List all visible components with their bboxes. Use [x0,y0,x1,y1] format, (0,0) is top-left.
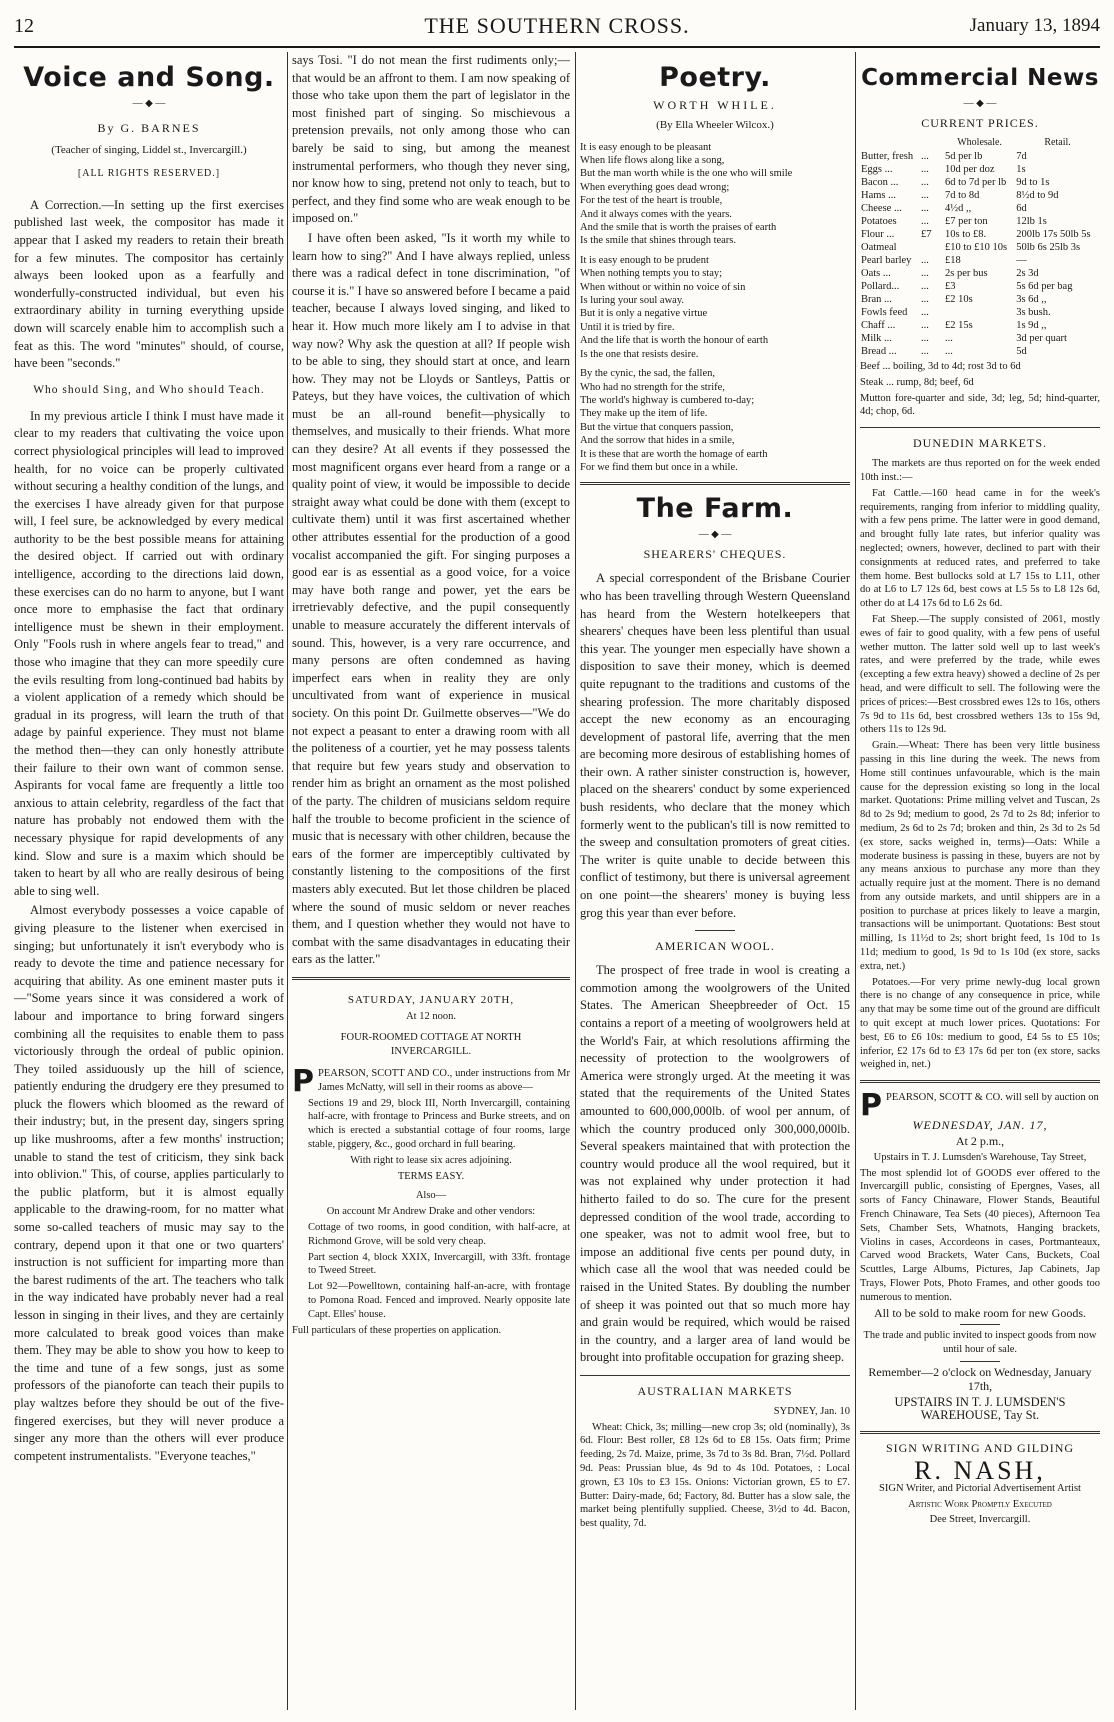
masthead [14,6,1100,48]
article-paragraph: says Tosi. "I do not mean the first rudiments only;—that would be an affront to them. I am now speaking of those who take upon them the part of legislator in the most finished part of singing. So mischievous a pretension prevails, not only among those who can barely be said to sing, but among the meanest instrumental performers, who though they never sing, nor know how to sing, pretend not only to teach, but to perfect, and they find some who are weak enough to be imposed on." [292,53,570,226]
sale-particulars: Full particulars of these properties on application. [292,1324,502,1336]
sale-date: SATURDAY, JANUARY 20TH, [347,993,515,1006]
author-affiliation: (Teacher of singing, Liddel st., Invercargill.) [51,143,247,156]
header-dots [920,135,944,150]
table-row [860,332,1100,345]
price-retail: 3s bush. [1016,307,1051,318]
cottage-sale-ad [292,994,570,1338]
dunedin-report [860,457,1100,1072]
table-row [860,319,1100,332]
price-retail: — [1016,255,1027,266]
table-row [860,176,1100,189]
price-retail: 8½d to 9d [1016,190,1059,201]
poetry-heading: Poetry. [659,62,771,93]
price-retail: 1s [1016,164,1026,175]
poem-line: And it always comes with the years. [580,208,732,220]
table-row [860,306,1100,319]
auction-upstairs: UPSTAIRS IN T. J. LUMSDEN'S WAREHOUSE, Tay St. [894,1394,1066,1423]
section-divider [580,482,850,485]
voice-and-song-heading: Voice and Song. [23,62,275,93]
section-divider [860,1080,1100,1083]
poem-line: But the man worth while is the one who will smile [580,168,793,180]
poem-line: And the sorrow that hides in a smile, [580,435,735,447]
poem-line: For the test of the heart is trouble, [580,195,723,207]
american-wool-heading: AMERICAN WOOL. [655,939,775,954]
table-row [860,150,1100,163]
sale-headline: FOUR-ROOMED COTTAGE AT NORTH INVERCARGILL. [340,1032,522,1058]
auction-remember: Remember—2 o'clock on Wednesday, January 17th, [868,1365,1092,1393]
dateline: SYDNEY, Jan. 10 [773,1405,850,1417]
price-dots: ... [921,203,929,214]
poem-line: But the virtue that conquers passion, [580,421,734,433]
short-rule [960,1361,1000,1362]
poem-line: When everything goes dead wrong; [580,181,730,193]
poem-stanza [580,367,850,474]
auction-ad [860,1088,1100,1423]
table-row [860,254,1100,267]
prices-table [860,135,1100,358]
sale-lot92: Lot 92—Powelltown, containing half-an-acre, with frontage to Pomona Road. Fenced and improved. Nearly opposite late Capt. Elles' house. [308,1281,570,1320]
price-wholesale: ... [945,333,953,344]
price-wholesale: £2 15s [945,320,973,331]
poem-line: Is the smile that shines through tears. [580,235,737,247]
price-dots: ... [921,177,929,188]
section-divider [580,1375,850,1376]
table-row [860,280,1100,293]
section-divider [292,977,570,980]
price-item: Oats ... [861,268,891,279]
price-wholesale: £18 [945,255,961,266]
price-retail: 5s 6d per bag [1016,281,1073,292]
price-item: Potatoes [861,216,897,227]
newspaper-title: THE SOUTHERN CROSS. [424,13,690,38]
price-wholesale: 10d per doz [945,164,995,175]
table-row [860,189,1100,202]
short-rule [695,930,735,931]
poem-line: Is luring your soul away. [580,295,685,307]
header-wholesale: Wholesale. [957,137,1002,148]
price-wholesale [944,306,1015,319]
potatoes-paragraph: Potatoes.—For very prime newly-dug local grown there is no change of any consequence in price, while any that may be some time out of the ground are difficult to quit except at much lower prices. Quotations: For best, £6 to £6 10s: medium to good, £4 5s to £5 10s; inferior, £2 17s 6d to £3 17s 6d per ton (ex store, sacks weighed in, net.) [860,976,1100,1071]
poem-line: Is the one that resists desire. [580,348,699,360]
nash-name: R. NASH, [914,1455,1046,1485]
price-retail: 9d to 1s [1016,177,1050,188]
table-row [860,163,1100,176]
price-wholesale: 2s per bus [945,268,988,279]
nash-work: Artistic Work Promptly Executed [908,1498,1052,1510]
article-paragraph: In my previous article I think I must have made it clear to my readers that cultivating the voice upon correct physiological principles will lead to improved health, for no voice can be properly cultivated without securing a healthy condition of the lungs, and the exercises I have already given for that purpose will, I feel sure, be acknowledged by every medical authority to be the best possible means for attaining the desired object. If carried out with ordinary intelligence, according to the directions laid down, these exercises can do no harm to anyone, but I want once more to emphasise the fact that ordinary intelligence must be shewn in their employment. Only "Fools rush in where angels fear to tread," and those who imagine that they can more speedily cure the evils resulting from long-continued bad habits by a violent application of a remedy which should be gradual in its progress, will learn the truth of that adage by painful experience. They must not blame the method then—they can only honestly attribute their failure to their own want of common sense. Aspirants for vocal fame are frequently a little too anxious to attain celebrity, regardless of the fact that nature has probably not endowed them with the necessary physique for rapid developments of any kind. Slow and sure is a maxim which should be taken to heart by all who are really desirous of being able to sing well. [14,408,284,898]
price-item: Hams ... [861,190,896,201]
price-retail: 3s 6d ,, [1016,294,1047,305]
poem-line: By the cynic, the sad, the fallen, [580,368,715,380]
table-row [860,241,1100,254]
price-wholesale: £2 10s [945,294,973,305]
price-item: Eggs ... [861,164,893,175]
australian-markets-heading: AUSTRALIAN MARKETS [637,1383,793,1398]
mutton-price: Mutton fore-quarter and side, 3d; leg, 5d; hind-quarter, 4d; chop, 6d. [860,392,1100,418]
auction-invite: The trade and public invited to inspect goods from now until hour of sale. [863,1330,1097,1356]
sale-body-text: PEARSON, SCOTT AND CO., under instructions from Mr James McNatty, will sell in their rooms as above— [318,1068,570,1093]
sale-cottage: Cottage of two rooms, in good condition, with half-acre, at Richmond Grove, will be sold very cheap. [308,1222,570,1247]
price-dots: ... [921,268,929,279]
poem-line: When without or within no voice of sin [580,281,746,293]
price-item: Pollard... [861,281,900,292]
shearers-paragraph: A special correspondent of the Brisbane Courier who has been travelling through Western Queensland has heard from the Western hotelkeepers that shearers' cheques have been less plentiful than usual this year. The younger men especially have shown a disposition to save their money, which is deemed quite repugnant to the traditions and customs of the shearing profession. The more charitably disposed accept the new economy as an encouraging development of pastoral life, averring that the men are becoming more desirous of establishing homes of their own. A rather sinister construction is, however, placed on the shearers' conduct by some experienced bush residents, who declare that the money which formerly went to the publican's till is now remitted to the sweep and consultation promoters of great cities. The writer is quite unable to decide between this conflict of testimony, but there is universal agreement on one point—the shearers' money is buying less grog this year than ever before. [580,571,850,920]
price-dots: ... [921,255,929,266]
price-dots: ... [921,281,929,292]
price-item: Cheese ... [861,203,902,214]
price-item: Oatmeal [861,242,897,253]
meat-prices [860,360,1100,419]
column-rule [855,52,856,1710]
column-2 [292,52,570,1710]
poem-title: WORTH WHILE. [653,98,777,112]
poem-stanza [580,141,850,248]
price-item: Bread ... [861,346,897,357]
price-dots: ... [921,151,929,162]
auction-all-sold: All to be sold to make room for new Goods. [874,1305,1086,1320]
price-dots: ... [921,216,929,227]
poem-line: When life flows along like a song, [580,155,725,166]
sale-part-section: Part section 4, block XXIX, Invercargill, with 33ft. frontage to Tweed Street. [308,1251,570,1277]
steak-price: Steak ... rump, 8d; beef, 6d [860,376,974,388]
poem-author: (By Ella Wheeler Wilcox.) [656,119,774,131]
price-item: Pearl barley [861,255,912,266]
poem-line: And the life that is worth the honour of earth [580,335,769,347]
nash-line: SIGN Writer, and Pictorial Advertisement Artist [879,1482,1081,1494]
article-paragraph: Almost everybody possesses a voice capable of giving pleasure to the listener when exercised in singing; but unfortunately it isn't everybody who is ready to devote the time and patience necessary for acquiring that ability. As one eminent master puts it—"Some years since it was considered a work of labour and importance to bring forward singers combining all the requisites to enable them to pass victoriously through the ordeal of public opinion. They toiled assiduously up the hill of science, patiently enduring the drudgery ere they presumed to pluck the flowers which bloomed as the reward of their industry; but, in the present day, singers spring up like mushrooms, after a few months' instruction; unable to stand the test of criticism, they sink back into oblivion." This, of course, applies particularly to the public platform, but it is almost equally applicable to the drawing-room, for no matter what some so-called teachers of music may say to the contrary, depend upon it that one or two quarters' instruction is not sufficient for imparting more than the barest rudiments of the art. The teachers who talk in the way indicated have probably never had a real lesson in singing in their lives, and they are certainly more calculated to break good voices than make them. They may be able to show you how to keep to the time and tune of a few songs, just as some professors of the pianoforte can teach their pupils to play waltzes before they should be out of the five-fingered exercises, but they will never produce a singer any more than the others will ever produce competent instrumentalists. "Everyone teaches," [14,903,284,1463]
section-divider [860,427,1100,428]
poem-line: For we find them but once in a while. [580,461,738,473]
price-wholesale: 5d per lb [945,151,983,162]
short-rule [960,1324,1000,1325]
price-dots: £7 [921,229,932,240]
price-dots: ... [921,333,929,344]
australian-markets-report [580,1405,850,1531]
poem-line: It is easy enough to be prudent [580,254,709,266]
poem-line: It is easy enough to be pleasant [580,141,712,153]
price-wholesale: 4½d ,, [945,203,972,214]
table-row [860,215,1100,228]
price-retail: 200lb 17s 50lb 5s [1016,229,1091,240]
ornament-divider [580,529,850,541]
wool-paragraph: The prospect of free trade in wool is creating a commotion among the woolgrowers of the United States. The American Sheepbreeder of Oct. 15 contains a report of a meeting of woolgrowers held at the World's Fair, at which resolutions affirming the necessity of protection to the woolgrowers of America were strongly urged. At the meeting it was stated that the requirements of the United States amounted to 600,000,000lb. of wool per annum, of which the country produced only 300,000,000lb. Several speakers maintained that with protection the country would produce all the wool required, but it was not explained why under protection it had hitherto failed to do so. The cure for the present depressed condition of the wool trade, according to one speaker, was not to admit wool free, but to impose an additional five cents per pound duty, in which case all the wool that was needed could be raised in the United States. By doubling the number of sheep it was pointed out that so much more hay and grain would be required, which would be raised in the country, and a larger area of land would be brought into profitable occupation for grazing sheep. [580,963,850,1365]
price-dots: ... [921,294,929,305]
dunedin-markets-heading: DUNEDIN MARKETS. [913,436,1047,451]
fat-sheep-paragraph: Fat Sheep.—The supply consisted of 2061, mostly ewes of fair to good quality, with a few pens of useful wether mutton. The latter sold well up to last week's rates, and were preferred by the trade, while ewes (excepting a few extra heavy) showed a decline of 2s per head, and were difficult to sell. The following were the prices of prices:—Best crossbred ewes 12s to 16s, others 7s 9d to 11s 6d, best crossbred wethers 13s to 15s 9d, others 11s to 12s 9d. [860,613,1100,736]
sale-lease: With right to lease six acres adjoining. [350,1154,512,1166]
price-item: Chaff ... [861,320,896,331]
price-retail: 6d [1016,203,1027,214]
table-row [860,202,1100,215]
issue-date: January 13, 1894 [969,15,1100,36]
rights-notice: [ALL RIGHTS RESERVED.] [77,168,221,180]
price-item: Butter, fresh [861,151,914,162]
poem-line: When nothing tempts you to stay; [580,268,723,280]
price-dots: ... [921,307,929,318]
grain-paragraph: Grain.—Wheat: There has been very little business passing in this line during the week. The news from Home still continues unfavourable, which is the main cause for the depression existing so long in the local market. Quotations: Prime milling velvet and Tuscan, 2s 8d to 2s 9d; medium to good, 2s 7d to 2s 8d; inferior to medium, 2s 6d to 2s 7d; broken and thin, 2s 3d to 2s 5d (ex store, sacks weighed in, terms)—Oats: While a moderate business is passing in these, buyers are not by any means anxious to purchase any more than they actually require just at the moment. There is no demand from any outside markets, and until shippers are in a position to purchase at prices likely to leave a margin, transactions will be unimportant. Quotations: Best stout milling, 1s 11½d to 2s; short bright feed, 1s 10d to 1s 11d; medium to good, 1s 9d to 1s 10d (ex store, sacks extra, net.) [860,740,1100,972]
sale-terms: TERMS EASY. [397,1170,465,1182]
poem-line: They make up the item of life. [580,408,708,420]
column-4 [860,52,1100,1710]
sale-time: At 12 noon. [406,1010,456,1022]
sale-lots: Sections 19 and 29, block III, North Invercargill, containing half-acre, with frontage to Princess and Burke streets, and on which is erected a substantial cottage of four rooms, large stable, piggery, &c., good orchard in full bearing. [308,1097,570,1151]
poem-line: And the smile that is worth the praises of earth [580,222,777,234]
current-prices-heading: CURRENT PRICES. [921,116,1039,130]
sale-body [292,1064,570,1100]
auction-place: Upstairs in T. J. Lumsden's Warehouse, Tay Street, [873,1151,1087,1163]
price-retail: 3d per quart [1016,333,1067,344]
price-retail: 2s 3d [1016,268,1039,279]
beef-price: Beef ... boiling, 3d to 4d; rost 3d to 6d [860,361,1021,372]
column-rule [287,52,288,1710]
price-item: Bran ... [861,294,892,305]
article-paragraph: I have often been asked, "Is it worth my while to learn how to sing?" And I have always replied, unless there was a radical defect in tone discrimination, "of course it is." I have so answered before I became a paid teacher, because I always loved singing, and liked to hear it. How much more likely am I to advise in that way now? Why ask the question at all? If people wish to be able to sing, they should start at once, and learn how. They may not be Lloyds or Santleys, Pattis or Pateys, but they have voices, the cultivation of which must be an all-round benefit—physically to themselves, and musically to their friends. What more can they desire? At all events if they possessed the most magnificent organs ever heard from a range or a quality point of view, it would be impossible to decide straight away what could be done with them (except to cultivate them) until it was first ascertained whether other attributes essential for the production of a good vocalist accompanied the gift. For singing purposes a good ear is as essential as a good voice, for a voice may have both range and power, yet the ears be irretrievably defective, and the pupil consequently unable to measure accurately the different intervals of sound. This, however, is a very rare occurrence, and many persons are often condemned as having imperfect ears when in reality they are only uncultivated from want of experience in musical society. On this point Dr. Guilmette observes—"We do not expect a peasant to enter a drawing room with all the politeness of a courtier, yet he may possess talents that require but few years study and observation to render him as bright an ornament as the most polished of the party. The children of musicians seldom require half the trouble to become proficient in the science of music that is necessary with other children, because the ears of the former are imperceptibly cultivated by constantly listening to the compositions of the first masters ably executed. But let those children be placed where the sound of music seldom or never reaches them, and I question whether they would not have to combat with the same disadvantages in educating their ears as the latter." [292,230,570,967]
price-dots: ... [921,190,929,201]
who-should-sing-subhead: Who should Sing, and Who should Teach. [33,383,265,396]
table-row [860,345,1100,358]
auction-time: At 2 p.m., [955,1134,1005,1149]
commercial-news-heading: Commercial News [861,65,1099,91]
poem-stanza [580,254,850,361]
nash-address: Dee Street, Invercargill. [929,1514,1031,1526]
price-item: Bacon ... [861,177,899,188]
price-dots: ... [921,320,929,331]
poem-line: Until it is tried by fire. [580,321,675,333]
ornament-divider [14,98,284,110]
price-wholesale: 6d to 7d per lb [945,177,1007,188]
price-dots: ... [921,346,929,357]
column-rule [575,52,576,1710]
auction-name-text: PEARSON, SCOTT & CO. will sell by auction on [886,1092,1099,1104]
drop-cap: P [292,1064,314,1100]
price-retail: 50lb 6s 25lb 3s [1016,242,1081,253]
column-1 [14,52,284,1710]
auction-goods: The most splendid lot of GOODS ever offered to the Invercargill public, consisting of Epergnes, Vases, all sorts of Fancy Chinaware, Flower Stands, Beautiful French Chinaware, Tea Sets (40 pieces), Afternoon Tea Sets, Chamber Sets, Whatnots, Hanging brackets, Violins in cases, Accordeons in cases, Portmanteaux, Carved wood Brackets, Water Cans, Buckets, Coal Scuttles, Large Albums, Pictures, Jap Cabinets, Jap Trays, Flower Pots, Photo Frames, and other goods too numerous to mention. [860,1167,1100,1303]
poem-line: The world's highway is cumbered to-day; [580,394,755,406]
table-row [860,293,1100,306]
auction-date: WEDNESDAY, JAN. 17, [912,1118,1048,1133]
the-farm-heading: The Farm. [636,493,794,525]
price-dots [920,241,944,254]
price-wholesale: 7d to 8d [945,190,980,201]
price-retail: 12lb 1s [1016,216,1047,227]
shearers-cheques-heading: SHEARERS' CHEQUES. [643,547,787,562]
sale-also: Also— [415,1190,447,1202]
header-item [860,135,920,150]
price-wholesale: ... [945,346,953,357]
price-retail: 5d [1016,346,1027,357]
table-header-row [860,135,1100,150]
price-item: Fowls feed [861,307,908,318]
price-wholesale: £10 to £10 10s [945,242,1008,253]
price-retail: 7d [1016,151,1027,162]
price-item: Flour ... [861,229,895,240]
auction-name [860,1088,1100,1124]
header-retail: Retail. [1044,137,1071,148]
poem-line: Who had no strength for the strife, [580,381,725,393]
price-item: Milk ... [861,333,892,344]
section-divider [860,1431,1100,1434]
drop-cap: P [860,1088,882,1124]
byline: By G. BARNES [97,121,201,135]
correction-paragraph: A Correction.—In setting up the first exercises published last week, the compositor has made it appear that I asked my readers to retain their breath for a few minutes. The compositor has certainly always been looked upon as a fearfully and wonderfully-constructed individual, but even his extraordinary ability in turning everything upside down will scarcely enable him to accomplish such a feat as this. The word "minutes" should, of course, have been "seconds." [14,197,284,371]
price-wholesale: £3 [945,281,956,292]
dunedin-intro: The markets are thus reported on for the week ended 10th inst.:— [860,458,1100,483]
nash-ad [860,1442,1100,1527]
poem-line: But it is only a negative virtue [580,308,708,320]
price-wholesale: £7 per ton [945,216,988,227]
sign-writing-heading: SIGN WRITING AND GILDING [885,1441,1075,1456]
table-row [860,267,1100,280]
ornament-divider [860,98,1100,110]
fat-cattle-paragraph: Fat Cattle.—160 head came in for the week's requirements, ranging from inferior to middling quality, with a few pens prime. The latter were in good demand, and brought fully late rates, but inferior quality was neglected; owners, however, declined to part with their consignments at reduced rates, and preferred to take them home. Best bullocks sold at L7 15s to L11, other do at L6 to L7 12s 6d, best cows at L5 5s to L8 12s 6d, other do at L4 17s 6d to L6 2s 6d. [860,487,1100,610]
sale-drake: On account Mr Andrew Drake and other vendors: [326,1206,536,1218]
poem-line: It is these that are worth the homage of earth [580,448,768,460]
markets-paragraph: Wheat: Chick, 3s; milling—new crop 3s; old (nominally), 3s 6d. Flour: Best roller, £8 12s 6d to £8 15s. Oats firm; Prime feeding, 2s 7d. Maize, prime, 3s 7d to 3s 8d. Bran, 7½d. Pollard 9d. Peas: Prussian blue, 4s 9d to 4s 10d. Potatoes, : Local grown, £3 10s to £3 15s. Onions: Victorian grown, £5 to £7. Butter: Dairy-made, 6d; Factory, 8d. Butter has a slow sale, the market being plentifully supplied. Cheese, 3½d to 4d. Bacon, best quality, 7d. [580,1421,850,1530]
page-number: 12 [14,14,34,37]
table-row [860,228,1100,241]
price-dots: ... [921,164,929,175]
column-3 [580,52,850,1710]
price-wholesale: 10s to £8. [945,229,987,240]
price-retail: 1s 9d ,, [1016,320,1047,331]
